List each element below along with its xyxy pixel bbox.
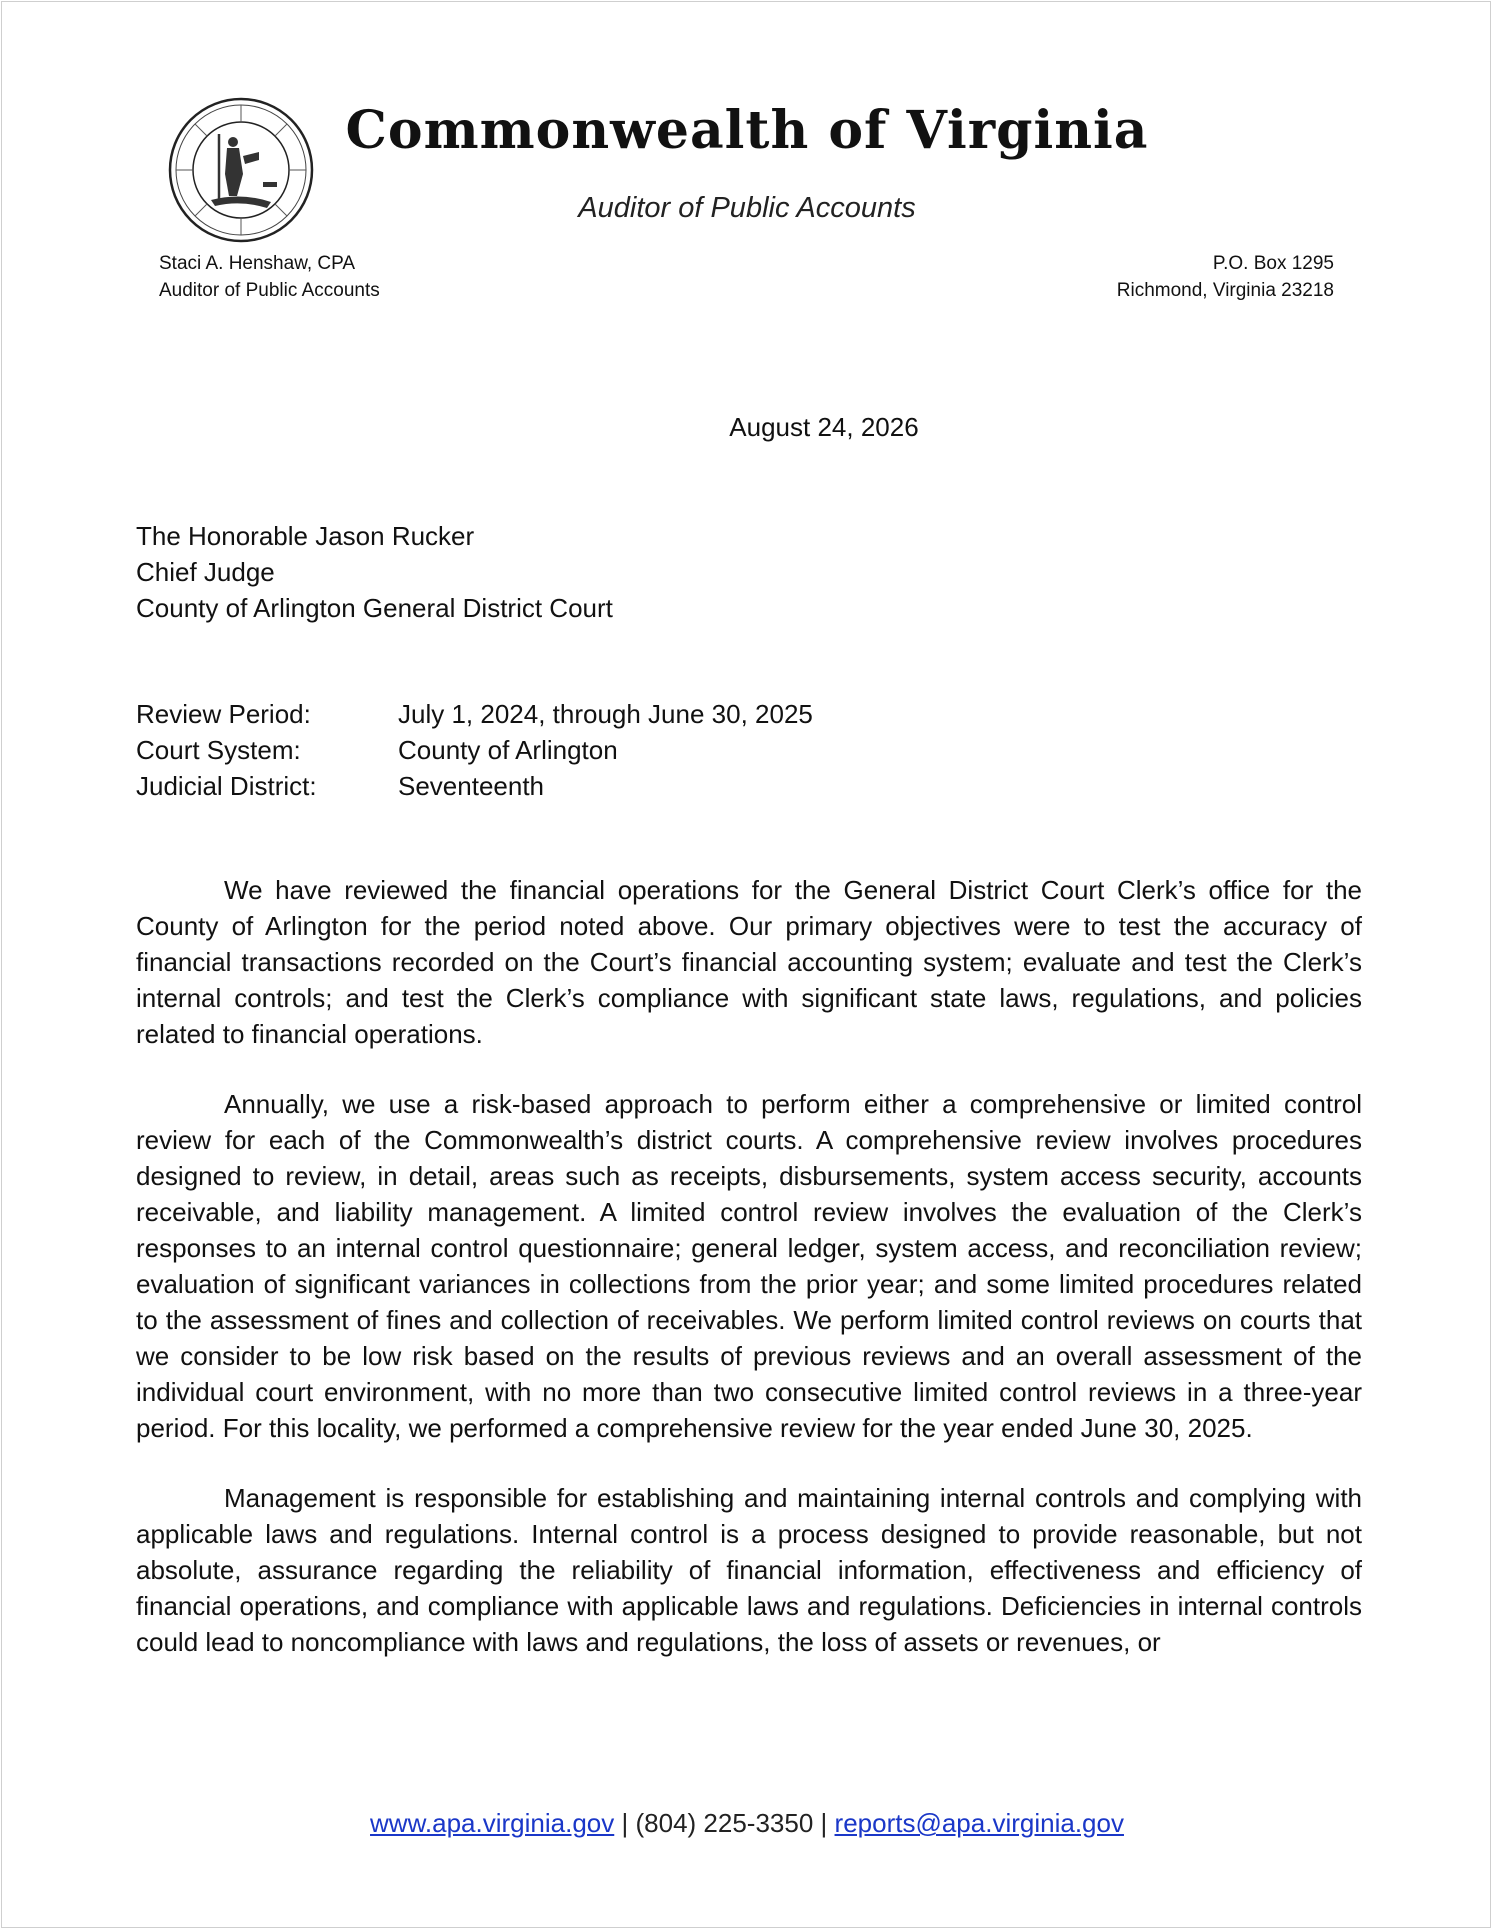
addressee-block	[136, 518, 613, 626]
review-value: July 1, 2024, through June 30, 2025	[398, 699, 813, 729]
auditor-name-block	[159, 250, 380, 304]
review-value: Seventeenth	[398, 771, 545, 801]
addressee-court: County of Arlington General District Court	[136, 593, 613, 623]
auditor-title: Auditor of Public Accounts	[159, 280, 380, 301]
review-info-row	[136, 768, 813, 804]
review-info-table	[136, 696, 813, 804]
letter-date: August 24, 2026	[729, 412, 919, 442]
footer-separator: |	[820, 1808, 828, 1838]
body-paragraph: Management is responsible for establishing and maintaining internal controls and complying with applicable laws and regulations. Internal control is a process designed to provide reasonable, but not absolute, assurance regarding the reliability of financial information, effectiveness and efficiency of financial operations, and compliance with applicable laws and regulations. Deficiencies in internal controls could lead to noncompliance with laws and regulations, the loss of assets or revenues, or	[136, 1483, 1362, 1657]
auditor-name: Staci A. Henshaw, CPA	[159, 253, 356, 274]
addressee-name: The Honorable Jason Rucker	[136, 521, 475, 551]
review-info-row	[136, 696, 813, 732]
po-box: P.O. Box 1295	[1212, 253, 1334, 274]
body-paragraph: Annually, we use a risk-based approach to perform either a comprehensive or limited control review for each of the Commonwealth’s district courts. A comprehensive review involves procedures designed to review, in detail, areas such as receipts, disbursements, system access security, accounts receivable, and liability management. A limited control review involves the evaluation of the Clerk’s responses to an internal control questionnaire; general ledger, system access, and reconciliation review; evaluation of significant variances in collections from the prior year; and some limited procedures related to the assessment of fines and collection of receivables. We perform limited control reviews on courts that we consider to be low risk based on the results of previous reviews and an overall assessment of the individual court environment, with no more than two consecutive limited control reviews in a three-year period. For this locality, we performed a comprehensive review for the year ended June 30, 2025.	[136, 1089, 1362, 1443]
email-link[interactable]: reports@apa.virginia.gov	[834, 1808, 1124, 1838]
mailing-address-block	[1117, 250, 1334, 304]
letterhead-subtitle: Auditor of Public Accounts	[578, 192, 916, 224]
addressee-title: Chief Judge	[136, 557, 275, 587]
review-info-row	[136, 732, 813, 768]
city-state-zip: Richmond, Virginia 23218	[1116, 280, 1334, 301]
review-label: Judicial District:	[136, 771, 317, 801]
review-label: Review Period:	[136, 699, 311, 729]
footer-separator: |	[621, 1808, 629, 1838]
letterhead-title: Commonwealth of Virginia	[345, 100, 1149, 161]
phone-number: (804) 225-3350	[635, 1808, 814, 1838]
review-label: Court System:	[136, 735, 301, 765]
website-link[interactable]: www.apa.virginia.gov	[370, 1808, 615, 1838]
letter-page	[1, 1, 1491, 1928]
letter-body	[136, 872, 1362, 1694]
body-paragraph: We have reviewed the financial operations for the General District Court Clerk’s office for the County of Arlington for the period noted above. Our primary objectives were to test the accuracy of financial transactions recorded on the Court’s financial accounting system; evaluate and test the Clerk’s internal controls; and test the Clerk’s compliance with significant state laws, regulations, and policies related to financial operations.	[136, 875, 1362, 1049]
review-value: County of Arlington	[398, 735, 618, 765]
letter-footer	[2, 1808, 1492, 1839]
